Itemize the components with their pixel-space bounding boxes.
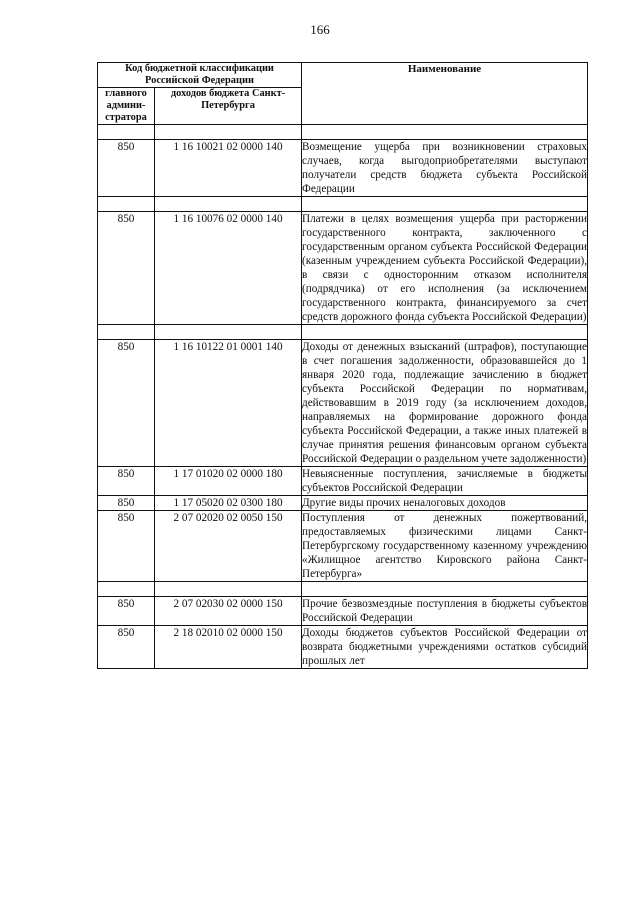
table-row bbox=[98, 626, 588, 669]
admin-code-cell: 850 bbox=[98, 467, 155, 496]
admin-code-cell: 850 bbox=[98, 340, 155, 467]
revenue-code-cell: 2 07 02030 02 0000 150 bbox=[155, 597, 302, 626]
admin-column-header: главного админи-стратора bbox=[98, 88, 155, 125]
admin-code-cell: 850 bbox=[98, 140, 155, 197]
table-row bbox=[98, 496, 588, 511]
name-cell: Другие виды прочих неналоговых доходов bbox=[302, 496, 588, 511]
name-cell: Невыясненные поступления, зачисляемые в бюджеты субъектов Российской Федерации bbox=[302, 468, 588, 494]
spacer-row bbox=[98, 125, 588, 140]
revenue-code-cell: 2 18 02010 02 0000 150 bbox=[155, 626, 302, 669]
name-cell: Платежи в целях возмещения ущерба при расторжении государственного контракта, заключенного с государственным органом субъекта Российской Федерации (казенным учреждением субъекта Российской Федерации), в связи с односторонним отказом исполнителя (подрядчика) от его исполнения (за исключением государственного контракта, финансируемого за счет средств дорожного фонда субъекта Российской Федерации) bbox=[302, 213, 588, 323]
revenue-code-cell: 1 16 10076 02 0000 140 bbox=[155, 212, 302, 325]
admin-code-cell: 850 bbox=[98, 626, 155, 669]
name-cell: Прочие безвозмездные поступления в бюджеты субъектов Российской Федерации bbox=[302, 598, 588, 624]
name-cell: Поступления от денежных пожертвований, предоставляемых физическими лицами Санкт-Петербургскому государственному казенному учреждению «Жилищное агентство Кировского района Санкт-Петербурга» bbox=[302, 512, 588, 580]
admin-code-cell: 850 bbox=[98, 597, 155, 626]
table-row bbox=[98, 467, 588, 496]
admin-code-cell: 850 bbox=[98, 212, 155, 325]
budget-classification-table bbox=[97, 62, 588, 669]
revenue-code-cell: 1 17 05020 02 0300 180 bbox=[155, 496, 302, 511]
admin-code-cell: 850 bbox=[98, 511, 155, 582]
table-row bbox=[98, 140, 588, 197]
revenue-code-cell: 2 07 02020 02 0050 150 bbox=[155, 511, 302, 582]
name-cell: Доходы бюджетов субъектов Российской Федерации от возврата бюджетными учреждениями остатков субсидий прошлых лет bbox=[302, 627, 588, 667]
revenue-column-header: доходов бюджета Санкт-Петербурга bbox=[155, 88, 302, 125]
name-cell: Возмещение ущерба при возникновении страховых случаев, когда выгодоприобретателями выступают получатели средств бюджета субъекта Российской Федерации bbox=[302, 141, 588, 195]
spacer-row bbox=[98, 582, 588, 597]
table-row bbox=[98, 340, 588, 467]
name-cell: Доходы от денежных взысканий (штрафов), поступающие в счет погашения задолженности, образовавшейся до 1 января 2020 года, подлежащие зачислению в бюджет субъекта Российской Федерации по нормативам, действовавшим в 2019 году (за исключением доходов, направляемых на формирование дорожного фонда субъекта Российской Федерации, а также иных платежей в случае принятия решения финансовым органом субъекта Российской Федерации о раздельном учете задолженности) bbox=[302, 341, 588, 465]
table-row bbox=[98, 597, 588, 626]
revenue-code-cell: 1 16 10021 02 0000 140 bbox=[155, 140, 302, 197]
page-number: 166 bbox=[310, 22, 330, 37]
table-row bbox=[98, 212, 588, 325]
name-column-header: Наименование bbox=[302, 63, 588, 125]
revenue-code-cell: 1 16 10122 01 0001 140 bbox=[155, 340, 302, 467]
table-row bbox=[98, 511, 588, 582]
revenue-code-cell: 1 17 01020 02 0000 180 bbox=[155, 467, 302, 496]
admin-code-cell: 850 bbox=[98, 496, 155, 511]
spacer-row bbox=[98, 325, 588, 340]
spacer-row bbox=[98, 197, 588, 212]
code-group-header: Код бюджетной классификации Российской Федерации bbox=[98, 63, 302, 88]
